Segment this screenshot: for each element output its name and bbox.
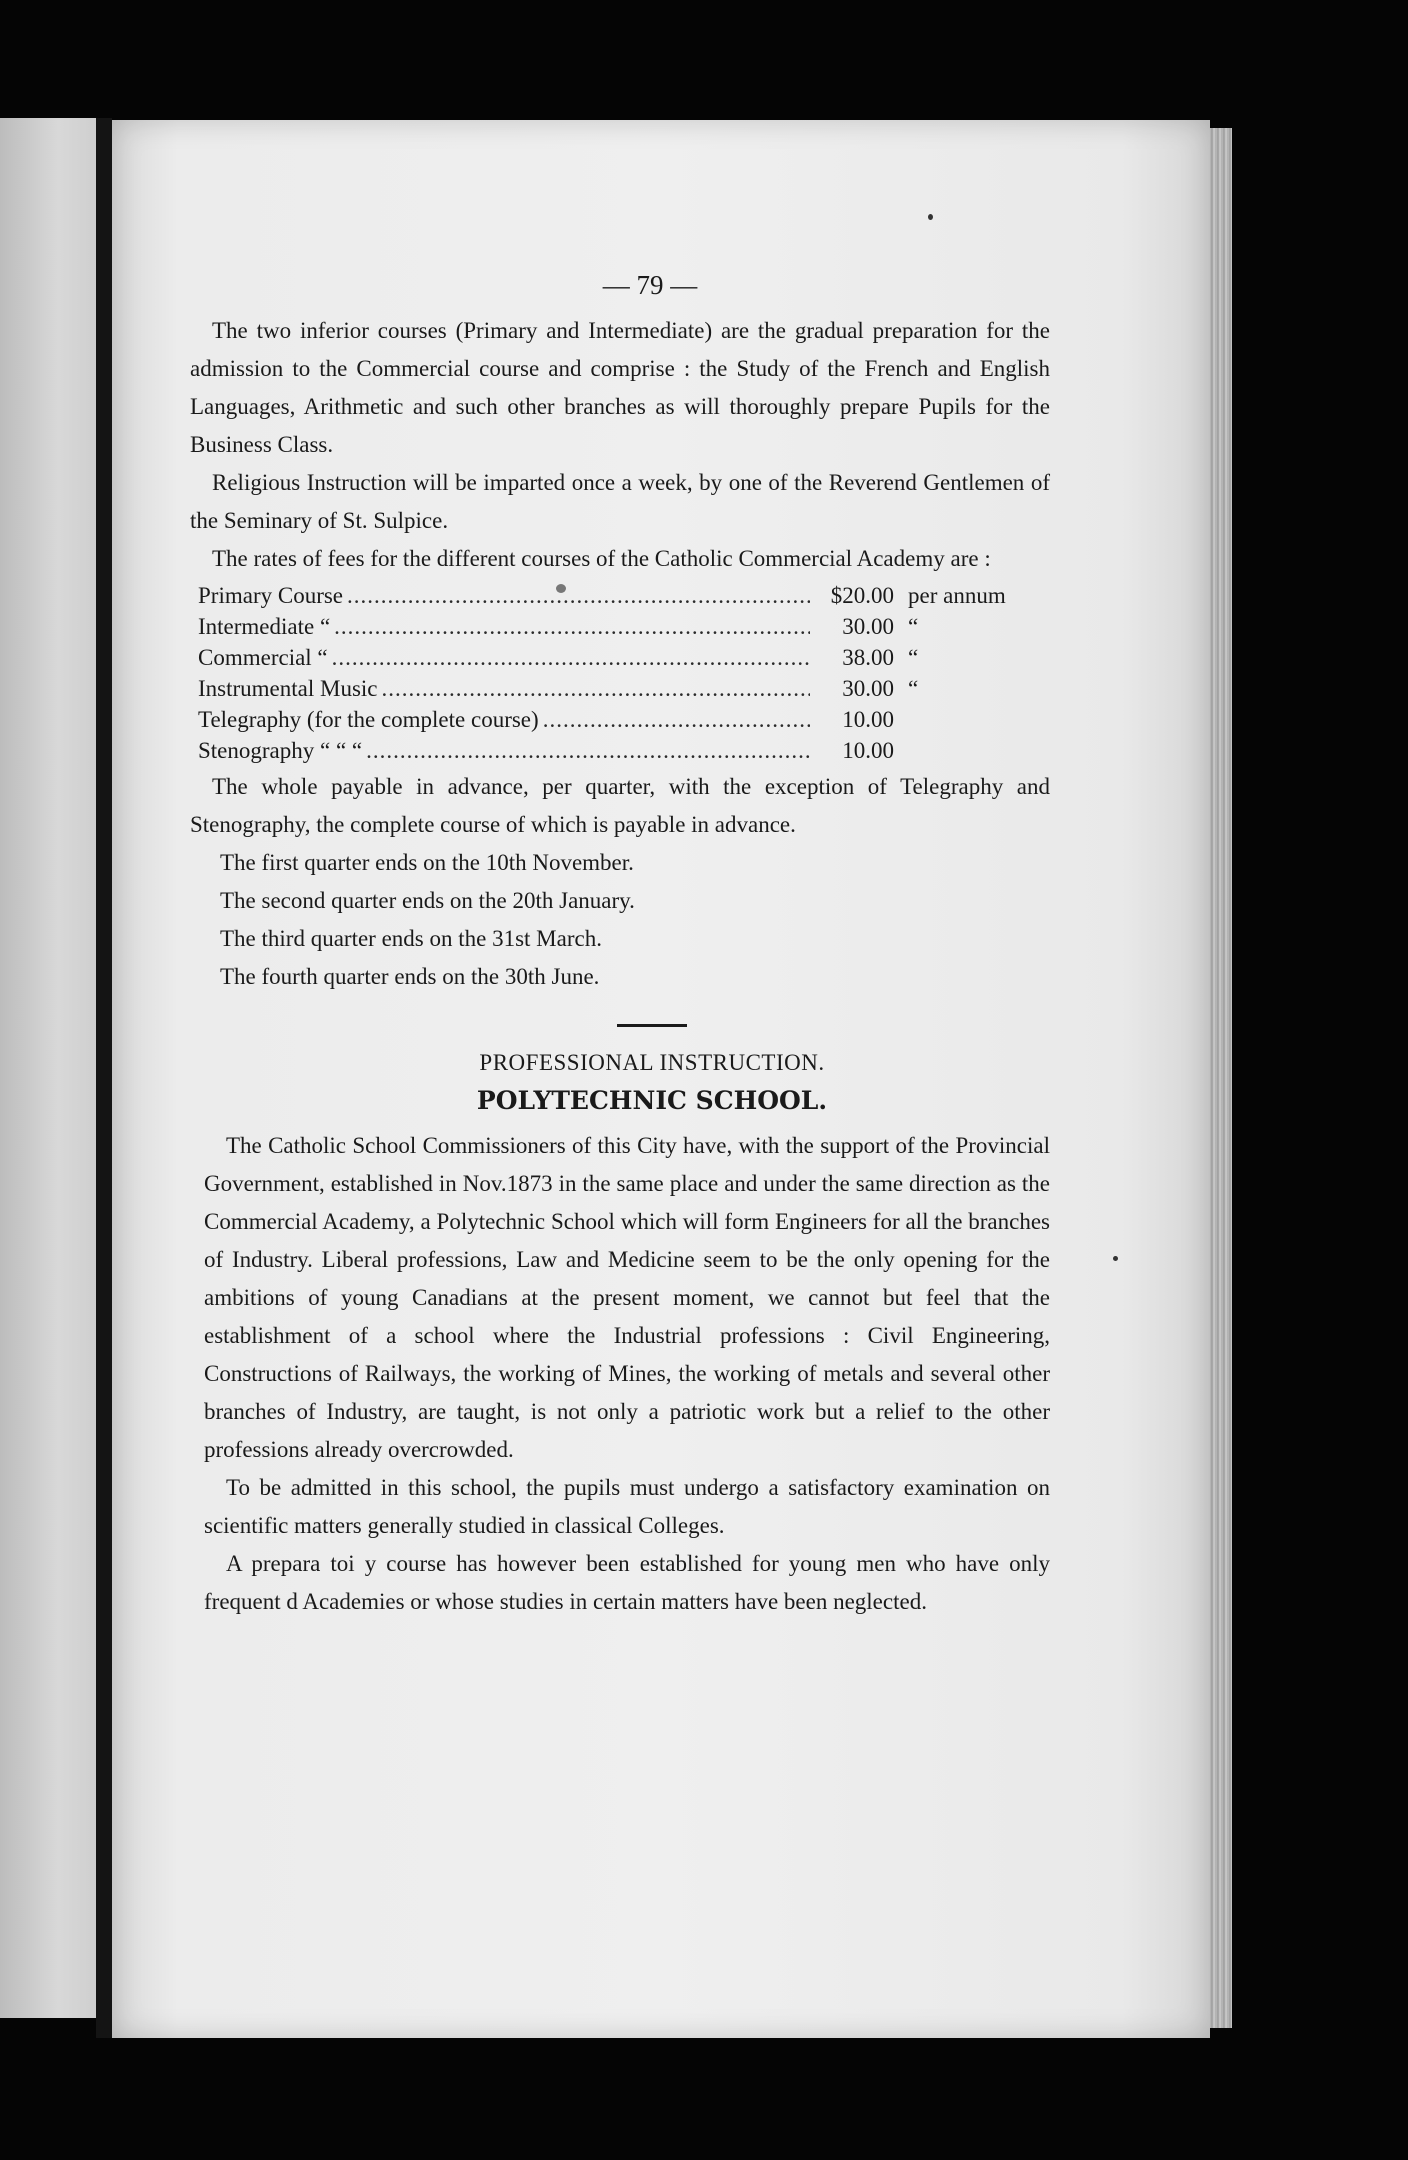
fee-course: Intermediate “: [198, 614, 331, 639]
book-spine: [96, 118, 112, 2038]
fee-amount: 10.00: [842, 707, 894, 732]
fee-table: [198, 580, 1048, 766]
dot-leader: [543, 704, 810, 735]
dot-leader: [332, 642, 810, 673]
ink-speck: [1113, 1256, 1118, 1261]
fee-amount: 10.00: [842, 738, 894, 763]
school-heading: POLYTECHNIC SCHOOL.: [476, 1086, 828, 1115]
fee-row: [198, 611, 1048, 642]
fee-row: [198, 704, 1048, 735]
dot-leader: [382, 673, 811, 704]
fee-row: [198, 673, 1048, 704]
ink-speck: [928, 214, 933, 220]
paragraph-admission: To be admitted in this school, the pupils must undergo a satisfactory examination on scientific matters generally studied in classical Colleges.: [204, 1475, 1050, 1538]
quarter-list: [190, 844, 1050, 996]
fee-amount: $20.00: [830, 583, 894, 608]
paragraph-payment-note: The whole payable in advance, per quarter, with the exception of Telegraphy and Stenography, the complete course of which is payable in advance.: [190, 774, 1050, 837]
dot-leader: [334, 611, 810, 642]
section-heading: PROFESSIONAL INSTRUCTION.: [479, 1050, 825, 1075]
fee-unit: per annum: [908, 583, 1006, 608]
paragraph-courses: The two inferior courses (Primary and Intermediate) are the gradual preparation for the admission to the Commercial course and comprise : the Study of the French and English Languages, Arithmetic and such other branches as will thoroughly prepare Pupils for the Business Class.: [190, 318, 1050, 457]
paragraph-religious-instruction: Religious Instruction will be imparted once a week, by one of the Reverend Gentlemen of the Seminary of St. Sulpice.: [190, 470, 1050, 533]
page-content: [190, 266, 1050, 1621]
fee-row: [198, 642, 1048, 673]
fee-row: [198, 735, 1048, 766]
dot-leader: [366, 735, 810, 766]
fee-amount: 30.00: [842, 614, 894, 639]
dot-leader: [347, 580, 810, 611]
fee-unit: “: [908, 676, 919, 701]
fee-course: Primary Course: [198, 583, 344, 608]
fee-unit: “: [908, 645, 919, 670]
quarter-item: The third quarter ends on the 31st March.: [220, 926, 602, 951]
section-divider: [617, 1024, 687, 1027]
fee-unit: “: [908, 614, 919, 639]
fee-course: Stenography “ “ “: [198, 738, 363, 763]
fee-row: [198, 580, 1048, 611]
quarter-item: The second quarter ends on the 20th January.: [220, 888, 635, 913]
fee-amount: 30.00: [842, 676, 894, 701]
page-edges: [1210, 128, 1232, 2028]
quarter-item: The fourth quarter ends on the 30th June.: [220, 964, 600, 989]
fee-course: Telegraphy (for the complete course): [198, 707, 539, 732]
paragraph-preparatory: A prepara toi y course has however been established for young men who have only frequent d Academies or whose studies in certain matters have been neglected.: [204, 1551, 1050, 1614]
paragraph-polytechnic: The Catholic School Commissioners of this City have, with the support of the Provincial Government, established in Nov.1873 in the same place and under the same direction as the Commercial Academy, a Polytechnic School which will form Engineers for all the branches of Industry. Liberal professions, Law and Medicine seem to be the only opening for the ambitions of young Canadians at the present moment, we cannot but feel that the establishment of a school where the Industrial professions : Civil Engineering, Constructions of Railways, the working of Mines, the working of metals and several other branches of Industry, are taught, is not only a patriotic work but a relief to the other professions already overcrowded.: [204, 1133, 1050, 1462]
quarter-item: The first quarter ends on the 10th November.: [220, 850, 634, 875]
page-number: — 79 —: [602, 270, 698, 300]
facing-page: [0, 118, 96, 2018]
fee-course: Instrumental Music: [198, 676, 378, 701]
school-section: [190, 1127, 1050, 1621]
fee-course: Commercial “: [198, 645, 328, 670]
paragraph-fee-intro: The rates of fees for the different courses of the Catholic Commercial Academy are :: [212, 546, 991, 571]
fee-amount: 38.00: [842, 645, 894, 670]
